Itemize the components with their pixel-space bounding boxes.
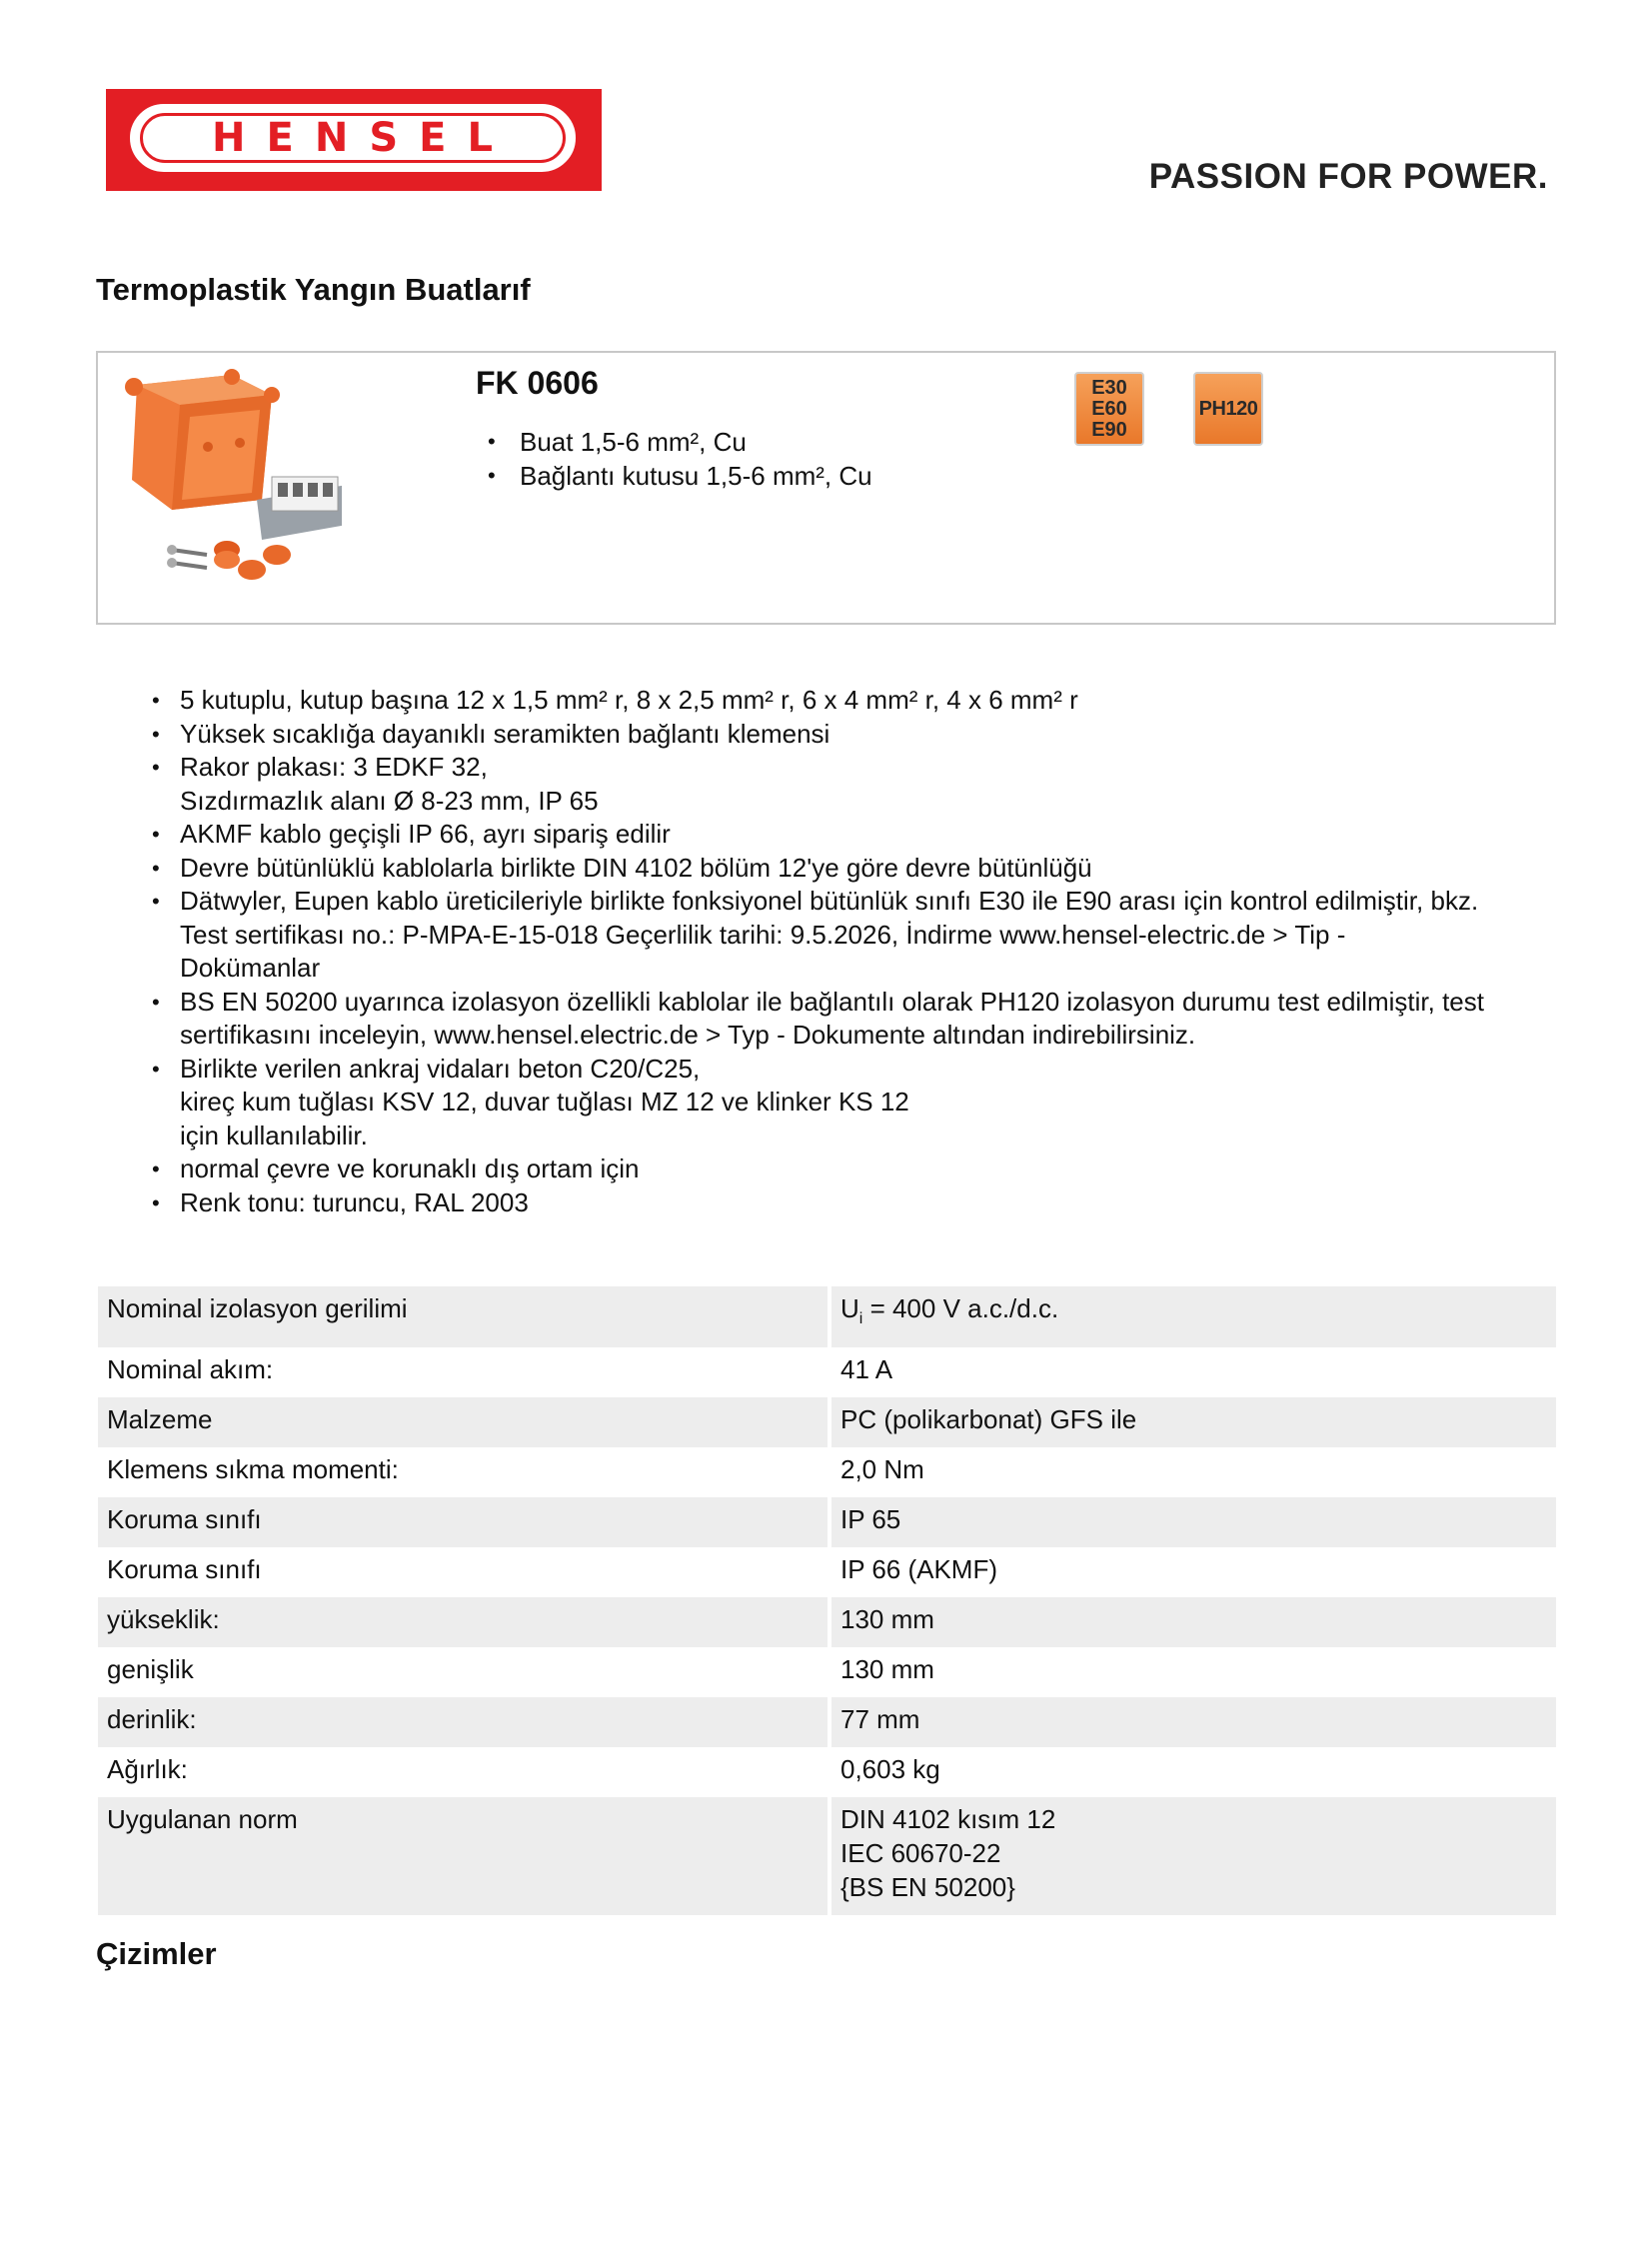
spec-value: $U_i = 400$ V a.c./d.c. bbox=[827, 1286, 1556, 1347]
spec-value: PC (polikarbonat) GFS ile bbox=[827, 1397, 1556, 1447]
spec-key: Nominal izolasyon gerilimi bbox=[98, 1286, 827, 1347]
list-item: • Buat 1,5-6 mm², Cu bbox=[518, 425, 872, 459]
list-item: • Bağlantı kutusu 1,5-6 mm², Cu bbox=[518, 459, 872, 493]
spec-value: 77 mm bbox=[827, 1697, 1556, 1747]
spec-key: Koruma sınıfı bbox=[107, 1554, 262, 1585]
product-name: FK 0606 bbox=[476, 365, 599, 401]
spec-value: 2,0 Nm bbox=[827, 1447, 1556, 1497]
table-row bbox=[98, 1697, 1556, 1747]
spec-key: yükseklik: bbox=[98, 1597, 827, 1647]
spec-value: 41 A bbox=[827, 1347, 1556, 1397]
ph120-badge: PH120 bbox=[1193, 372, 1263, 446]
spec-key: Ağırlık: bbox=[107, 1754, 188, 1785]
spec-key: Koruma sınıfı bbox=[98, 1497, 827, 1547]
spec-value: IP 66 (AKMF) bbox=[827, 1547, 1556, 1597]
fire-rating-badge: E30 E60 E90 bbox=[1074, 372, 1144, 446]
list-item: • normal çevre ve korunaklı dış ortam için bbox=[180, 1152, 1559, 1186]
drawings-title: Çizimler bbox=[96, 1936, 217, 1971]
table-row bbox=[98, 1397, 1556, 1447]
list-item: • Dätwyler, Eupen kablo üreticileriyle birlikte fonksiyonel bütünlük sınıfı E30 ile E90 arası için kontrol edilmiştir, bkz. Test sertifikası no.: P-MPA-E-15-018 Geçerlilik tarihi: 9.5.2026, İndirme www.hensel-electric.de > Tip - Dokümanlar bbox=[180, 885, 1559, 986]
spec-value: DIN 4102 kısım 12 IEC 60670-22 {BS EN 50200} bbox=[827, 1797, 1556, 1915]
list-item: • Birlikte verilen ankraj vidaları beton C20/C25, kireç kum tuğlası KSV 12, duvar tuğlası MZ 12 ve klinker KS 12 için kullanılabilir. bbox=[180, 1053, 1559, 1153]
table-row bbox=[98, 1286, 1556, 1347]
logo-text: HENSEL bbox=[212, 115, 514, 161]
spec-value: 130 mm bbox=[827, 1647, 1556, 1697]
spec-key: Malzeme bbox=[98, 1397, 827, 1447]
list-item: • Yüksek sıcaklığa dayanıklı seramikten bağlantı klemensi bbox=[180, 718, 1559, 752]
table-row bbox=[98, 1497, 1556, 1547]
table-row bbox=[98, 1747, 1556, 1797]
list-item: • Rakor plakası: 3 EDKF 32, Sızdırmazlık alanı Ø 8-23 mm, IP 65 bbox=[180, 751, 1559, 818]
slogan: PASSION FOR POWER. bbox=[1148, 157, 1548, 196]
list-item: • BS EN 50200 uyarınca izolasyon özellikli kablolar ile bağlantılı olarak PH120 izolasyon durumu test edilmiştir, test sertifikasını inceleyin, www.hensel.electric.de > Typ - Dokumente altından indirebilirsiniz. bbox=[180, 986, 1559, 1053]
table-row bbox=[98, 1797, 1556, 1915]
spec-value: 0,603 kg bbox=[827, 1747, 1556, 1797]
table-row bbox=[98, 1347, 1556, 1397]
spec-key: genişlik bbox=[107, 1654, 194, 1685]
feature-list bbox=[180, 684, 1559, 1219]
spec-value: 130 mm bbox=[827, 1597, 1556, 1647]
page-title: Termoplastik Yangın Buatlarıf bbox=[96, 272, 531, 307]
table-row bbox=[98, 1597, 1556, 1647]
table-row bbox=[98, 1447, 1556, 1497]
list-item: • Devre bütünlüklü kablolarla birlikte DIN 4102 bölüm 12'ye göre devre bütünlüğü bbox=[180, 852, 1559, 886]
list-item: • Renk tonu: turuncu, RAL 2003 bbox=[180, 1186, 1559, 1220]
product-card bbox=[96, 351, 1556, 625]
list-item: • AKMF kablo geçişli IP 66, ayrı sipariş edilir bbox=[180, 818, 1559, 852]
spec-value: IP 65 bbox=[827, 1497, 1556, 1547]
spec-key: derinlik: bbox=[98, 1697, 827, 1747]
list-item: • 5 kutuplu, kutup başına 12 x 1,5 mm² r, 8 x 2,5 mm² r, 6 x 4 mm² r, 4 x 6 mm² r bbox=[180, 684, 1559, 718]
spec-key: Uygulanan norm bbox=[98, 1797, 827, 1915]
table-row bbox=[98, 1647, 1556, 1697]
junction-box-photo-icon bbox=[112, 365, 342, 595]
hensel-logo bbox=[106, 89, 602, 191]
table-row bbox=[98, 1547, 1556, 1597]
spec-key: Klemens sıkma momenti: bbox=[107, 1454, 399, 1485]
spec-key: Nominal akım: bbox=[107, 1354, 274, 1385]
logo-oval bbox=[130, 104, 576, 172]
specs-table bbox=[98, 1286, 1556, 1915]
product-bullets bbox=[518, 425, 872, 493]
